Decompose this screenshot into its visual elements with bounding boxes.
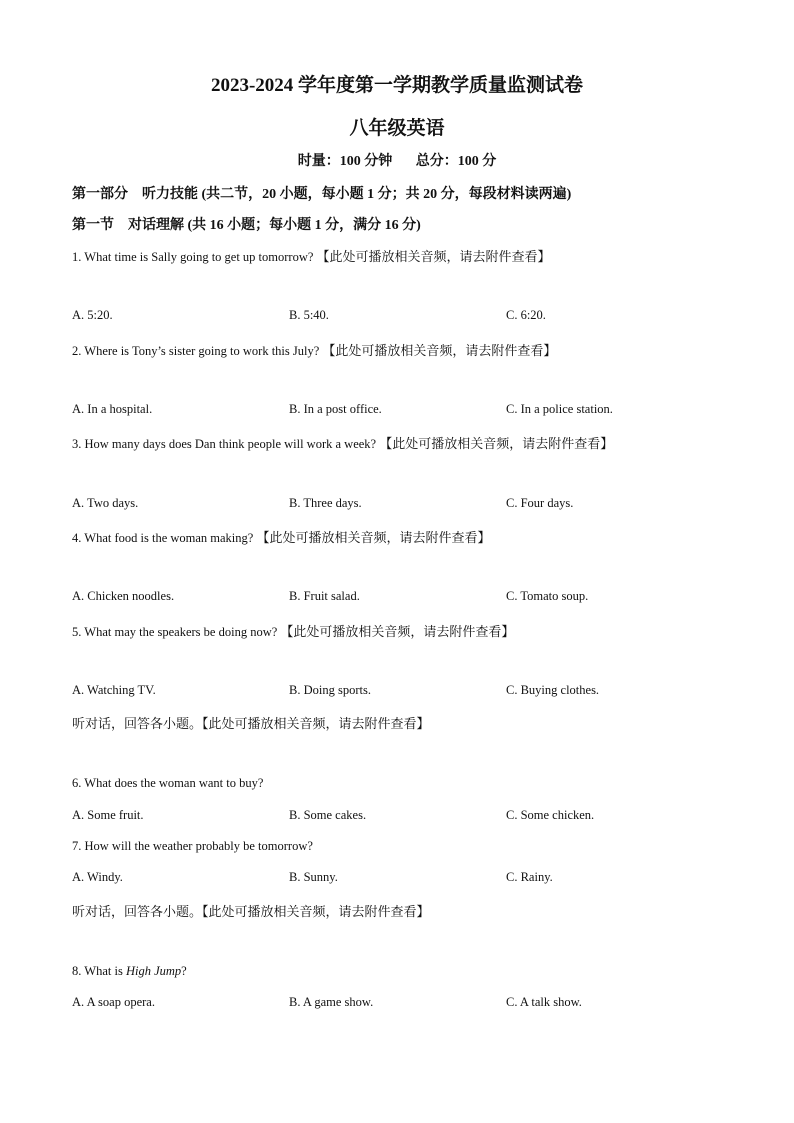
option-a[interactable]: A. Some fruit. <box>72 808 144 822</box>
option-b[interactable]: B. Doing sports. <box>289 683 371 697</box>
exam-subtitle: 八年级英语 <box>349 118 445 139</box>
question-3 <box>72 433 613 452</box>
option-a[interactable]: A. Watching TV. <box>72 683 156 697</box>
option-b[interactable]: B. Fruit salad. <box>289 589 360 603</box>
question-stem-suffix: ? <box>181 964 187 978</box>
time-limit: 时量：100 分钟 <box>297 154 393 169</box>
option-c[interactable]: C. Rainy. <box>506 870 553 884</box>
question-stem: 4. What food is the woman making? <box>72 531 254 545</box>
audio-placeholder[interactable]: 【此处可播放相关音频，请去附件查看】 <box>322 343 557 358</box>
option-a[interactable]: A. 5:20. <box>72 308 113 322</box>
option-c[interactable]: C. Tomato soup. <box>506 589 589 603</box>
option-a[interactable]: A. A soap opera. <box>72 995 155 1009</box>
section-heading <box>72 214 421 234</box>
option-b[interactable]: B. Sunny. <box>289 870 338 884</box>
option-c[interactable]: C. Buying clothes. <box>506 683 600 697</box>
part-heading <box>72 183 571 203</box>
option-c[interactable]: C. In a police station. <box>506 402 613 416</box>
option-a[interactable]: A. Chicken noodles. <box>72 589 175 603</box>
question-stem: 6. What does the woman want to buy? <box>72 776 264 790</box>
audio-placeholder[interactable]: 【此处可播放相关音频，请去附件查看】 <box>280 624 515 639</box>
audio-placeholder[interactable]: 【此处可播放相关音频，请去附件查看】 <box>379 436 614 451</box>
option-c[interactable]: C. Some chicken. <box>506 808 595 822</box>
audio-placeholder[interactable]: 【此处可播放相关音频，请去附件查看】 <box>256 530 491 545</box>
question-8 <box>72 964 187 979</box>
group-audio-note-1[interactable]: 听对话，回答各小题。【此处可播放相关音频，请去附件查看】 <box>72 716 430 731</box>
option-b[interactable]: B. In a post office. <box>289 402 382 416</box>
group-audio-note-2[interactable]: 听对话，回答各小题。【此处可播放相关音频，请去附件查看】 <box>72 904 430 919</box>
exam-title: 2023-2024 学年度第一学期教学质量监测试卷 <box>210 75 584 96</box>
question-7 <box>72 839 313 854</box>
question-stem: 5. What may the speakers be doing now? <box>72 625 278 639</box>
option-b[interactable]: B. Three days. <box>289 496 362 510</box>
option-b[interactable]: B. 5:40. <box>289 308 329 322</box>
question-stem: 1. What time is Sally going to get up tomorrow? <box>72 250 314 264</box>
option-a[interactable]: A. In a hospital. <box>72 402 153 416</box>
audio-placeholder[interactable]: 【此处可播放相关音频，请去附件查看】 <box>316 249 551 264</box>
question-stem: 7. How will the weather probably be tomorrow? <box>72 839 313 853</box>
section-desc: 对话理解 (共 16 小题；每小题 1 分，满分 16 分) <box>128 218 421 233</box>
question-stem: 3. How many days does Dan think people will work a week? <box>72 437 377 451</box>
question-1 <box>72 246 551 265</box>
option-a[interactable]: A. Two days. <box>72 496 139 510</box>
option-c[interactable]: C. A talk show. <box>506 995 582 1009</box>
exam-info <box>0 150 794 170</box>
question-4 <box>72 527 490 546</box>
part-desc: 听力技能 (共二节，20 小题，每小题 1 分；共 20 分，每段材料读两遍) <box>142 187 572 202</box>
total-score: 总分：100 分 <box>415 154 497 169</box>
section-name: 第一节 <box>72 218 114 233</box>
question-stem: 2. Where is Tony’s sister going to work this July? <box>72 344 320 358</box>
option-b[interactable]: B. A game show. <box>289 995 374 1009</box>
option-a[interactable]: A. Windy. <box>72 870 123 884</box>
program-name: High Jump <box>125 964 182 978</box>
option-c[interactable]: C. 6:20. <box>506 308 546 322</box>
question-2 <box>72 340 556 359</box>
option-c[interactable]: C. Four days. <box>506 496 574 510</box>
question-5 <box>72 621 514 640</box>
option-b[interactable]: B. Some cakes. <box>289 808 367 822</box>
part-name: 第一部分 <box>72 187 128 202</box>
question-6 <box>72 776 263 791</box>
question-stem-prefix: 8. What is <box>72 964 126 978</box>
